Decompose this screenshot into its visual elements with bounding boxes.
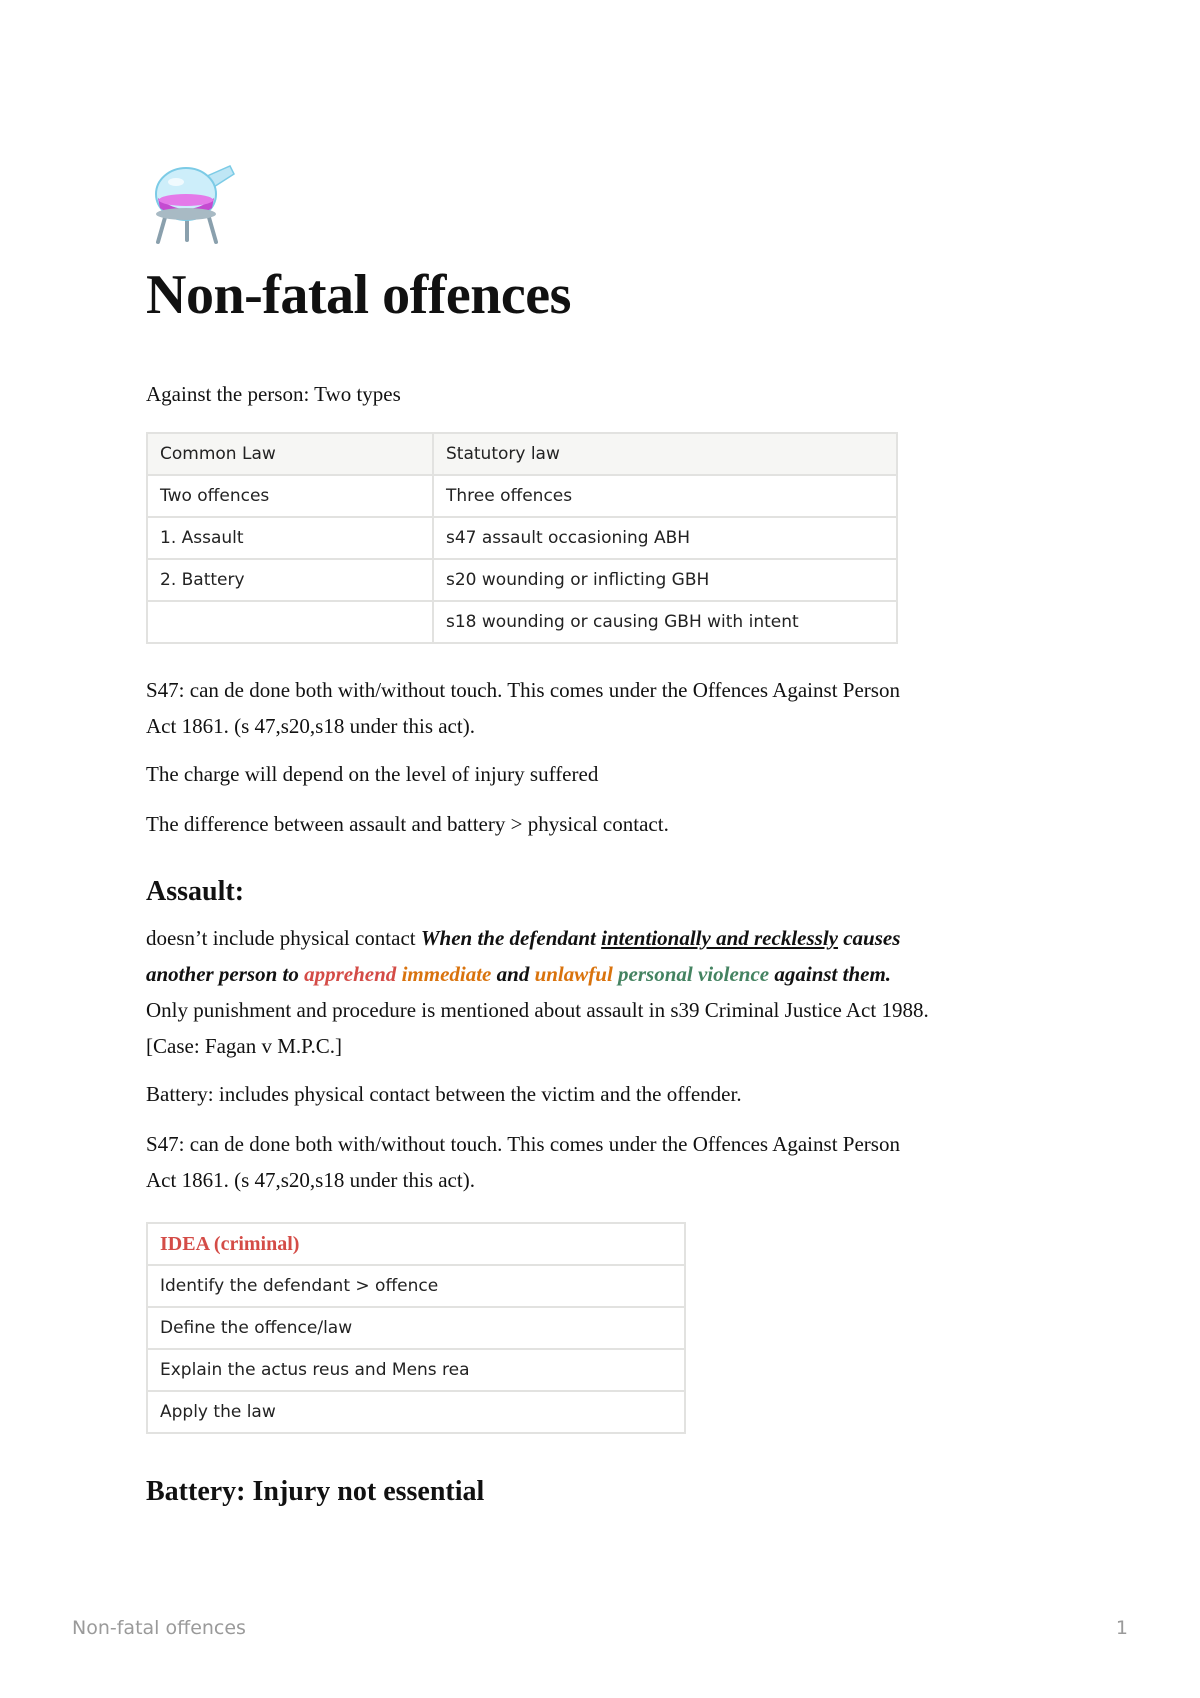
table-row bbox=[147, 1265, 685, 1307]
assault-definition-line2 bbox=[146, 956, 891, 992]
assault-underlined-text: intentionally and recklessly bbox=[601, 926, 838, 950]
column-header: Statutory law bbox=[433, 433, 897, 475]
immediate-highlight: immediate bbox=[401, 962, 492, 986]
footer-doc-name: Non-fatal offences bbox=[72, 1617, 246, 1639]
intro-text: Against the person: Two types bbox=[146, 382, 401, 406]
law-table bbox=[146, 432, 898, 644]
alembic-icon bbox=[146, 156, 236, 246]
table-cell: 1. Assault bbox=[147, 517, 433, 559]
difference-paragraph: The difference between assault and battery > physical contact. bbox=[146, 812, 669, 836]
s47-paragraph-line1: S47: can de done both with/without touch. This comes under the Offences Against Person bbox=[146, 678, 900, 702]
assault-plain-text: doesn’t include physical contact bbox=[146, 926, 421, 950]
table-cell: Apply the law bbox=[147, 1391, 685, 1433]
battery-note: Battery: includes physical contact between the victim and the offender. bbox=[146, 1082, 742, 1106]
unlawful-highlight: unlawful bbox=[534, 962, 613, 986]
assault-bold-text: another person to bbox=[146, 962, 305, 986]
assault-heading: Assault: bbox=[146, 876, 245, 907]
table-cell: s20 wounding or inflicting GBH bbox=[433, 559, 897, 601]
table-cell: Two offences bbox=[147, 475, 433, 517]
assault-punishment-line: Only punishment and procedure is mentioned about assault in s39 Criminal Justice Act 1988. bbox=[146, 998, 929, 1022]
table-cell: 2. Battery bbox=[147, 559, 433, 601]
table-cell bbox=[147, 601, 433, 643]
s47-paragraph-line2: Act 1861. (s 47,s20,s18 under this act). bbox=[146, 1168, 475, 1192]
table-header-row bbox=[147, 1223, 685, 1265]
table-row bbox=[147, 517, 897, 559]
column-header: Common Law bbox=[147, 433, 433, 475]
table-cell: Explain the actus reus and Mens rea bbox=[147, 1349, 685, 1391]
assault-bold-text: and bbox=[491, 962, 535, 986]
table-row bbox=[147, 1391, 685, 1433]
table-row bbox=[147, 1307, 685, 1349]
idea-heading: IDEA (criminal) bbox=[147, 1223, 685, 1265]
charge-paragraph: The charge will depend on the level of injury suffered bbox=[146, 762, 599, 786]
footer-page-number: 1 bbox=[1115, 1617, 1128, 1639]
table-cell: Three offences bbox=[433, 475, 897, 517]
table-row bbox=[147, 559, 897, 601]
table-header-row bbox=[147, 433, 897, 475]
table-cell: Define the offence/law bbox=[147, 1307, 685, 1349]
assault-bold-text: causes bbox=[837, 926, 901, 950]
assault-definition-line1 bbox=[146, 920, 900, 956]
table-row bbox=[147, 601, 897, 643]
table-row bbox=[147, 475, 897, 517]
idea-table bbox=[146, 1222, 686, 1434]
s47-paragraph-line1: S47: can de done both with/without touch. This comes under the Offences Against Person bbox=[146, 1132, 900, 1156]
assault-bold-text: When the defendant bbox=[420, 926, 602, 950]
apprehend-highlight: apprehend bbox=[304, 962, 402, 986]
battery-heading: Battery: Injury not essential bbox=[146, 1476, 485, 1507]
case-reference: [Case: Fagan v M.P.C.] bbox=[146, 1034, 342, 1058]
page-title: Non-fatal offences bbox=[146, 264, 571, 326]
s47-paragraph-line2: Act 1861. (s 47,s20,s18 under this act). bbox=[146, 714, 475, 738]
personal-violence-highlight: personal violence bbox=[618, 962, 770, 986]
table-cell: s47 assault occasioning ABH bbox=[433, 517, 897, 559]
assault-bold-text: against them. bbox=[769, 962, 892, 986]
table-row bbox=[147, 1349, 685, 1391]
table-cell: s18 wounding or causing GBH with intent bbox=[433, 601, 897, 643]
table-cell: Identify the defendant > offence bbox=[147, 1265, 685, 1307]
